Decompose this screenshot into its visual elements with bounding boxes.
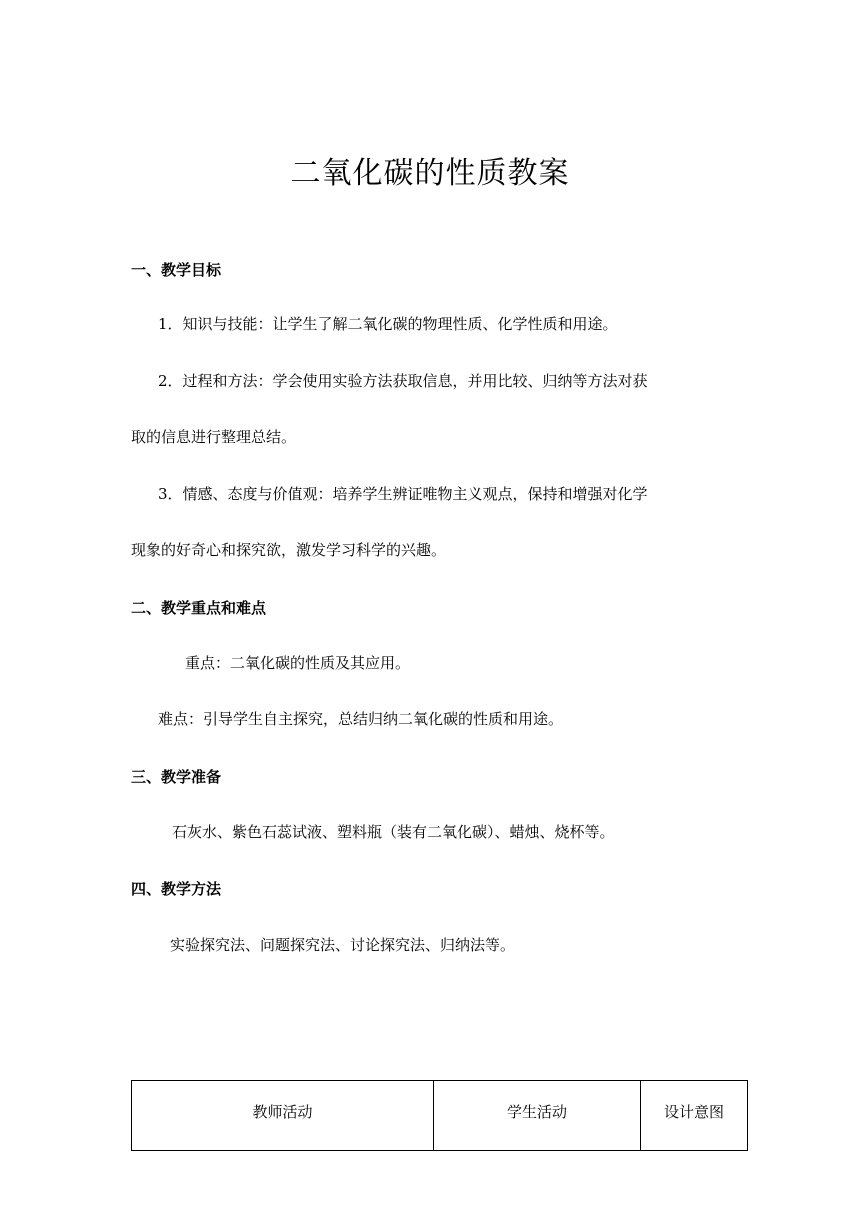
table-header-row (132, 1081, 748, 1151)
objective-paragraph-2-line-2: 取的信息进行整理总结。 (131, 428, 297, 446)
difficulty-paragraph: 难点：引导学生自主探究，总结归纳二氧化碳的性质和用途。 (158, 710, 564, 728)
table-header-student-activity: 学生活动 (434, 1081, 641, 1151)
key-point-paragraph: 重点：二氧化碳的性质及其应用。 (185, 654, 411, 672)
section-heading-key-points: 二、教学重点和难点 (131, 599, 267, 617)
activity-table (131, 1080, 748, 1151)
section-heading-objectives: 一、教学目标 (131, 261, 222, 279)
table-header-teacher-activity: 教师活动 (132, 1081, 434, 1151)
section-heading-methods: 四、教学方法 (131, 880, 222, 898)
objective-paragraph-3-line-2: 现象的好奇心和探究欲，激发学习科学的兴趣。 (131, 541, 447, 559)
table-header-design-intent: 设计意图 (641, 1081, 748, 1151)
methods-paragraph: 实验探究法、问题探究法、讨论探究法、归纳法等。 (170, 936, 516, 954)
preparation-paragraph: 石灰水、紫色石蕊试液、塑料瓶（装有二氧化碳）、蜡烛、烧杯等。 (172, 823, 615, 841)
objective-paragraph-2-line-1: 2．过程和方法：学会使用实验方法获取信息，并用比较、归纳等方法对获 (158, 372, 648, 390)
document-title: 二氧化碳的性质教案 (290, 156, 570, 191)
objective-paragraph-3-line-1: 3．情感、态度与价值观：培养学生辨证唯物主义观点，保持和增强对化学 (158, 485, 648, 503)
objective-paragraph-1: 1．知识与技能：让学生了解二氧化碳的物理性质、化学性质和用途。 (158, 315, 618, 333)
section-heading-preparation: 三、教学准备 (131, 768, 222, 786)
